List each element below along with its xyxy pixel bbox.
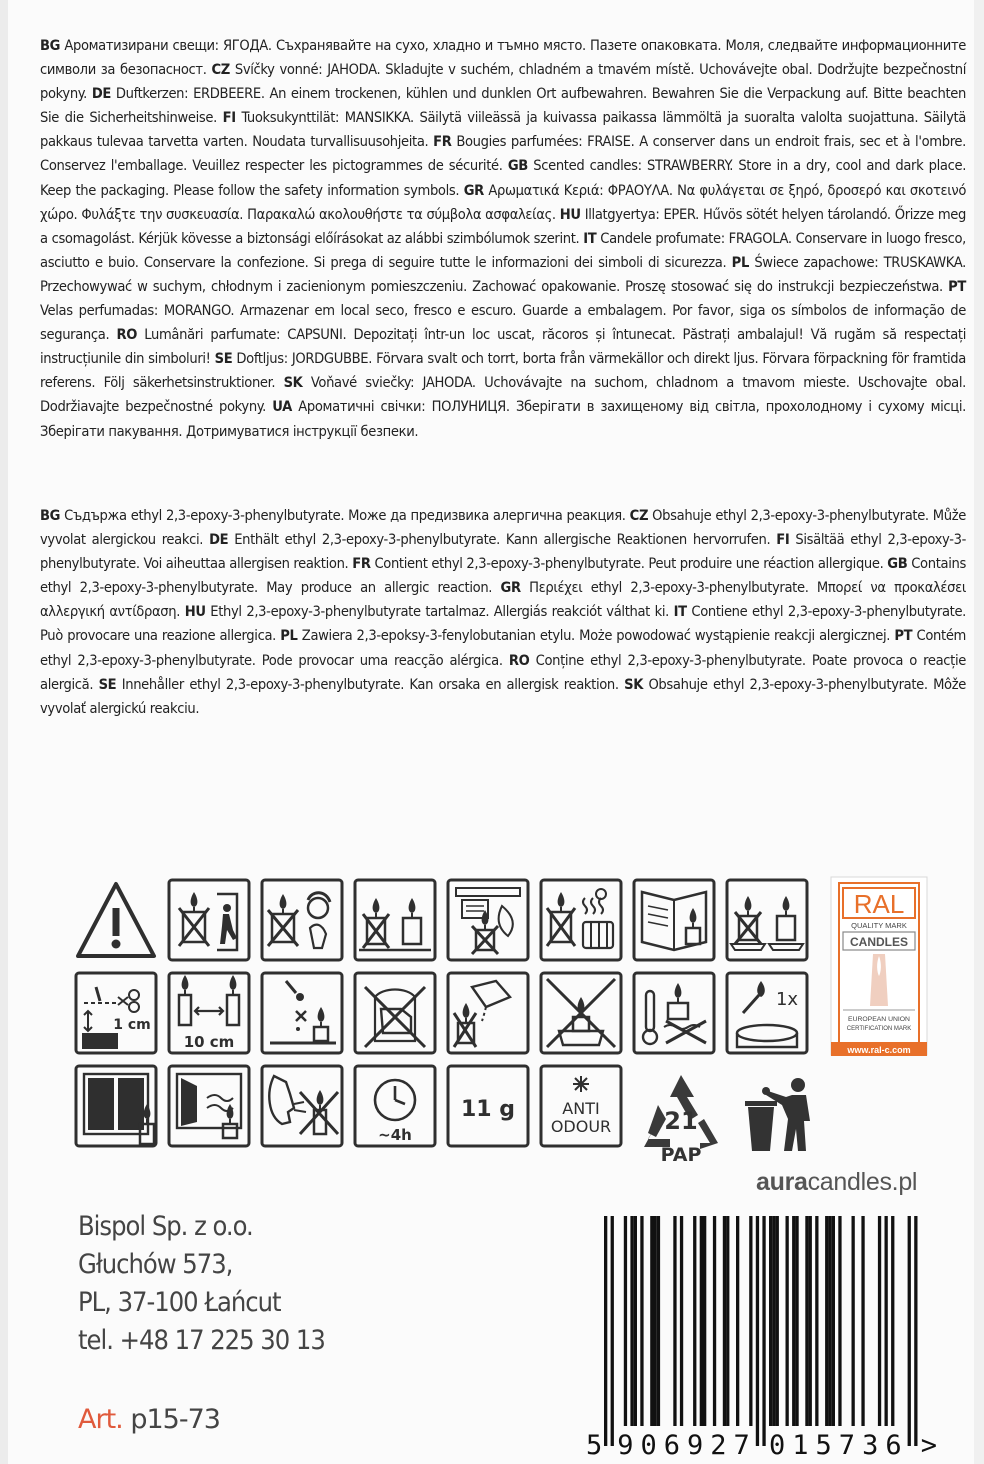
recycling-material: PAP: [660, 1144, 702, 1165]
barcode-bar: [805, 1216, 808, 1426]
barcode-bar: [624, 1216, 627, 1426]
barcode-bar: [726, 1216, 729, 1426]
lang-code: BG: [40, 507, 61, 524]
lang-code: GB: [507, 157, 528, 175]
barcode-digits: 906927: [617, 1430, 750, 1460]
lang-text: Contient ethyl 2,3-epoxy-3-phenylbutyrate. Peut produire une réaction allergique.: [374, 555, 884, 573]
no-move-while-lit-icon: [353, 971, 437, 1055]
lang-text: Scented candles: STRAWBERRY. Store in a dry, cool and dark place. Keep the packaging. Please follow the safety information symbols.: [40, 157, 967, 199]
barcode: [586, 1212, 936, 1460]
lang-text: Bougies parfumées: FRAISE. A conserver dans un endroit frais, sec et à l'ombre. Conservez l'emballage. Veuillez respecter les pictogrammes de sécurité.: [40, 133, 966, 175]
no-blow-out-icon: [260, 1064, 344, 1148]
lang-code: CZ: [629, 507, 649, 524]
lang-code: FI: [222, 109, 236, 127]
ral-quality: QUALITY MARK: [851, 921, 907, 930]
icon-text: 1 cm: [113, 1017, 151, 1033]
icon-text: 11 g: [460, 1097, 516, 1122]
lang-code: DE: [91, 85, 111, 103]
left-edge: [0, 0, 8, 1464]
lang-code: GB: [887, 555, 908, 573]
icon-text: ODOUR: [550, 1117, 612, 1136]
barcode-bar: [852, 1216, 855, 1426]
icon-text: ANTI: [562, 1099, 600, 1118]
lang-text: Obsahuje ethyl 2,3-epoxy-3-phenylbutyrate. Môže vyvolať alergickú reakciu.: [40, 675, 967, 717]
lang-code: HU: [559, 205, 581, 223]
barcode-bar: [756, 1216, 759, 1446]
lang-text: Съдържа ethyl 2,3-epoxy-3-phenylbutyrate. Може да предизвика алергична реакция.: [64, 507, 626, 524]
brand-bold: aura: [756, 1168, 808, 1196]
address-line: Bispol Sp. z o.o.: [78, 1211, 253, 1242]
lang-text: Svíčky vonné: JAHODA. Skladujte v suchém, chladném a tmavém místě. Uchovávejte obal. Dodržujte bezpečnostní pokyny.: [40, 61, 967, 103]
no-heat-sources-icon: [539, 878, 623, 962]
barcode-bar: [769, 1216, 772, 1426]
barcode-bar: [772, 1216, 775, 1426]
recycling-symbol: [636, 1067, 726, 1165]
lang-code: SK: [624, 675, 644, 693]
storage-instructions-paragraph: [40, 34, 966, 444]
no-water-extinguish-icon: [446, 971, 530, 1055]
barcode-bar: [776, 1216, 779, 1426]
barcode-bar: [914, 1216, 917, 1446]
lang-code: GR: [500, 579, 521, 597]
barcode-digits: 5: [586, 1430, 603, 1460]
lang-code: FI: [776, 531, 790, 549]
lang-code: BG: [40, 37, 61, 54]
lang-text: Ароматичні свічки: ПОЛУНИЦЯ. Зберігати в захищеному від світла, прохолодному і сухому місці. Зберігати пакування. Дотримуватися інструкції безпеки.: [40, 398, 966, 440]
lang-code: PL: [731, 253, 749, 271]
barcode-bar: [713, 1216, 716, 1426]
lang-code: PT: [894, 627, 913, 645]
warning-triangle-icon: [74, 878, 158, 962]
barcode-bar: [792, 1216, 795, 1426]
lang-code: IT: [673, 603, 687, 621]
barcode-bar: [838, 1216, 841, 1426]
right-edge: [974, 0, 984, 1464]
barcode-digits: 015736: [769, 1430, 902, 1460]
barcode-bar: [736, 1216, 739, 1426]
lang-code: FR: [433, 133, 452, 151]
lang-code: RO: [508, 651, 530, 669]
light-one-wick-icon: [725, 971, 809, 1055]
no-burn-in-draft-icon: [539, 971, 623, 1055]
barcode-bar: [878, 1216, 881, 1426]
lang-text: Enthält ethyl 2,3-epoxy-3-phenylbutyrate. Kann allergische Reaktionen hervorrufen.: [234, 531, 771, 549]
lang-code: PL: [280, 627, 298, 645]
lang-text: Duftkerzen: ERDBEERE. An einem trockenen, kühlen und dunklen Ort aufbewahren. Bewahren Sie die Verpackung auf. Bitte beachten Sie die Sicherheitshinweise.: [40, 85, 966, 127]
candle-distance-icon: [167, 971, 251, 1055]
barcode-bar: [891, 1216, 894, 1426]
recycling-number: 21: [664, 1107, 698, 1135]
ral-url[interactable]: www.ral-c.com: [847, 1045, 911, 1055]
barcode-bar: [650, 1216, 653, 1426]
lang-text: Contains ethyl 2,3-epoxy-3-phenylbutyrate. May produce an allergic reaction.: [40, 555, 966, 597]
icon-text: ~4h: [378, 1126, 412, 1144]
lang-code: RO: [116, 326, 138, 344]
barcode-bar: [680, 1216, 683, 1426]
safety-icons-row-2: [74, 971, 818, 1061]
lang-code: UA: [272, 398, 292, 416]
lang-code: DE: [209, 531, 229, 549]
allergen-paragraph: [40, 504, 966, 721]
ral-quality-mark: [830, 876, 928, 1056]
barcode-bar: [611, 1216, 614, 1446]
tidy-man-icon: [740, 1075, 826, 1157]
ral-certification: CERTIFICATION MARK: [846, 1026, 912, 1032]
lang-code: IT: [583, 229, 597, 247]
ral-candles: CANDLES: [849, 935, 909, 949]
ventilate-room-icon: [167, 1064, 251, 1148]
barcode-bar: [673, 1216, 676, 1426]
article-code: p15-73: [130, 1404, 220, 1435]
barcode-bar: [828, 1216, 831, 1426]
brand-rest: candles.pl: [807, 1168, 918, 1196]
lang-text: Voňavé sviečky: JAHODA. Uchovávajte na suchom, chladnom a tmavom mieste. Uschovajte obal. Dodržiavajte bezpečnostné pokyny.: [40, 374, 966, 416]
article-number: [78, 1404, 220, 1435]
barcode-bar: [832, 1216, 835, 1426]
address-line: PL, 37-100 Łańcut: [78, 1287, 281, 1318]
lang-text: Ethyl 2,3-epoxy-3-phenylbutyrate tartalmaz. Allergiás reakciót válthat ki.: [210, 603, 669, 621]
brand-url[interactable]: [756, 1168, 917, 1197]
burn-time-icon: [353, 1064, 437, 1148]
barcode-bar: [604, 1216, 607, 1446]
address-line: Głuchów 573,: [78, 1249, 233, 1280]
lang-code: SE: [214, 350, 233, 368]
no-burn-near-sparks-icon: [260, 971, 344, 1055]
lang-code: GR: [463, 181, 484, 199]
lang-text: Innehåller ethyl 2,3-epoxy-3-phenylbutyrate. Kan orsaka en allergisk reaktion.: [121, 675, 619, 693]
lang-code: CZ: [211, 61, 230, 79]
barcode-bar: [786, 1216, 789, 1426]
lang-text: Doftljus: JORDGUBBE. Förvara svalt och torrt, borta från värmekällor och direkt ljus. Förvara förpackning för framtida referens. Följ säkerhetsinstruktioner.: [40, 350, 966, 392]
lang-text: Αρωματικά Κεριά: ΦΡΑΟΥΛΑ. Να φυλάγεται σε ξηρό, δροσερό και σκοτεινό χώρο. Φυλάξτε την συσκευασία. Παρακαλώ ακολουθήστε τα σύμβολα ασφαλείας.: [40, 181, 966, 223]
barcode-bar: [723, 1216, 726, 1426]
barcode-bar: [885, 1216, 888, 1426]
barcode-bar: [795, 1216, 798, 1426]
lang-code: PT: [948, 277, 966, 295]
no-unattended-candle-icon: [167, 878, 251, 962]
lang-text: Ароматизирани свещи: ЯГОДА. Съхранявайте на сухо, хладно и тъмно място. Пазете опаковката. Моля, следвайте информационните символи за безопасност.: [40, 37, 966, 79]
barcode-bar: [630, 1216, 633, 1426]
lang-text: Tuoksukynttilät: MANSIKKA. Säilytä viileässä ja kuivassa paikassa lämmöltä ja suoralta valolta suojattuna. Säilytä pakkaus tulevaa tarvetta varten. Noudata turvallisuusohjeita.: [40, 109, 966, 151]
lang-text: Zawiera 2,3-epoksy-3-fenylobutanian etylu. Może powodować wystąpienie reakcji alergicznej.: [301, 627, 891, 645]
ral-union: EUROPEAN UNION: [848, 1016, 910, 1023]
ral-title: RAL: [853, 889, 905, 919]
barcode-bar: [749, 1216, 752, 1426]
lang-text: Contiene ethyl 2,3-epoxy-3-phenylbutyrate. Può provocare una reazione allergica.: [40, 603, 967, 645]
barcode-bar: [762, 1216, 765, 1446]
barcode-bar: [815, 1216, 818, 1426]
no-burn-near-objects-icon: [353, 878, 437, 962]
lang-text: Contém ethyl 2,3-epoxy-3-phenylbutyrate. Pode provocar uma reacção alérgica.: [40, 627, 966, 669]
no-draft-icon: [74, 1064, 158, 1148]
barcode-bar: [825, 1216, 828, 1426]
lang-text: Velas perfumadas: MORANGO. Armazenar em local seco, fresco e escuro. Guarde a embalagem. Por favor, siga os símbolos de informação de segurança.: [40, 302, 966, 344]
trim-wick-icon: [74, 971, 158, 1055]
barcode-bar: [657, 1216, 660, 1426]
lang-text: Περιέχει ethyl 2,3-epoxy-3-phenylbutyrate. Μπορεί να προκαλέσει αλλεργική αντίδραση.: [40, 579, 966, 621]
lang-text: Świece zapachowe: TRUSKAWKA. Przechowywać w suchym, chłodnym i zacienionym pomieszczeniu. Zachować opakowanie. Proszę stosować się do instrukcji bezpieczeństwa.: [40, 253, 966, 295]
lang-text: Sisältää ethyl 2,3-epoxy-3-phenylbutyrate. Voi aiheuttaa allergisen reaktion.: [40, 531, 966, 573]
lang-text: Conține ethyl 2,3-epoxy-3-phenylbutyrate. Poate provoca o reacție alergică.: [40, 651, 966, 693]
barcode-bar: [634, 1216, 637, 1426]
icon-text: 10 cm: [183, 1033, 235, 1051]
lang-code: SE: [98, 675, 117, 693]
lang-text: Obsahuje ethyl 2,3-epoxy-3-phenylbutyrate. Může vyvolat alergickou reakci.: [40, 507, 966, 549]
barcode-bar: [640, 1216, 643, 1426]
address-line: tel. +48 17 225 30 13: [78, 1325, 325, 1356]
anti-odour-icon: [539, 1064, 623, 1148]
lang-code: FR: [352, 555, 371, 573]
no-burn-near-flammables-icon: [446, 878, 530, 962]
safety-icons-row-1: [74, 878, 818, 968]
lang-text: Lumânări parfumate: CAPSUNI. Depozitați într-un loc uscat, răcoros și întunecat. Păstrați ambalajul! Vă rugăm să respectați instrucțiunile din simboluri!: [40, 326, 966, 368]
lang-code: HU: [184, 603, 206, 621]
barcode-bar: [861, 1216, 864, 1426]
heat-resistant-surface-icon: [632, 971, 716, 1055]
barcode-bar: [809, 1216, 812, 1426]
icon-text: 1x: [775, 989, 799, 1010]
barcode-bar: [908, 1216, 911, 1446]
barcode-bar: [693, 1216, 696, 1426]
keep-from-children-pets-icon: [260, 878, 344, 962]
barcode-bar: [700, 1216, 703, 1426]
lang-text: Illatgyertya: EPER. Hűvös sötét helyen tárolandó. Őrizze meg a csomagolást. Kérjük kövesse a biztonsági előírásokat az alábbi szimbólumok szerint.: [40, 205, 966, 247]
read-instructions-icon: [632, 878, 716, 962]
barcode-bar: [703, 1216, 706, 1426]
company-address: [78, 1208, 325, 1360]
no-burn-on-flammable-surface-icon: [725, 878, 809, 962]
article-label: Art.: [78, 1404, 123, 1435]
weight-icon: [446, 1064, 530, 1148]
barcode-digits: >: [920, 1430, 936, 1460]
lang-text: Candele profumate: FRAGOLA. Conservare in luogo fresco, asciutto e buio. Conservare la confezione. Si prega di seguire tutte le informazioni dei simboli di sicurezza.: [40, 229, 966, 271]
barcode-bar: [654, 1216, 657, 1426]
lang-code: SK: [283, 374, 303, 392]
